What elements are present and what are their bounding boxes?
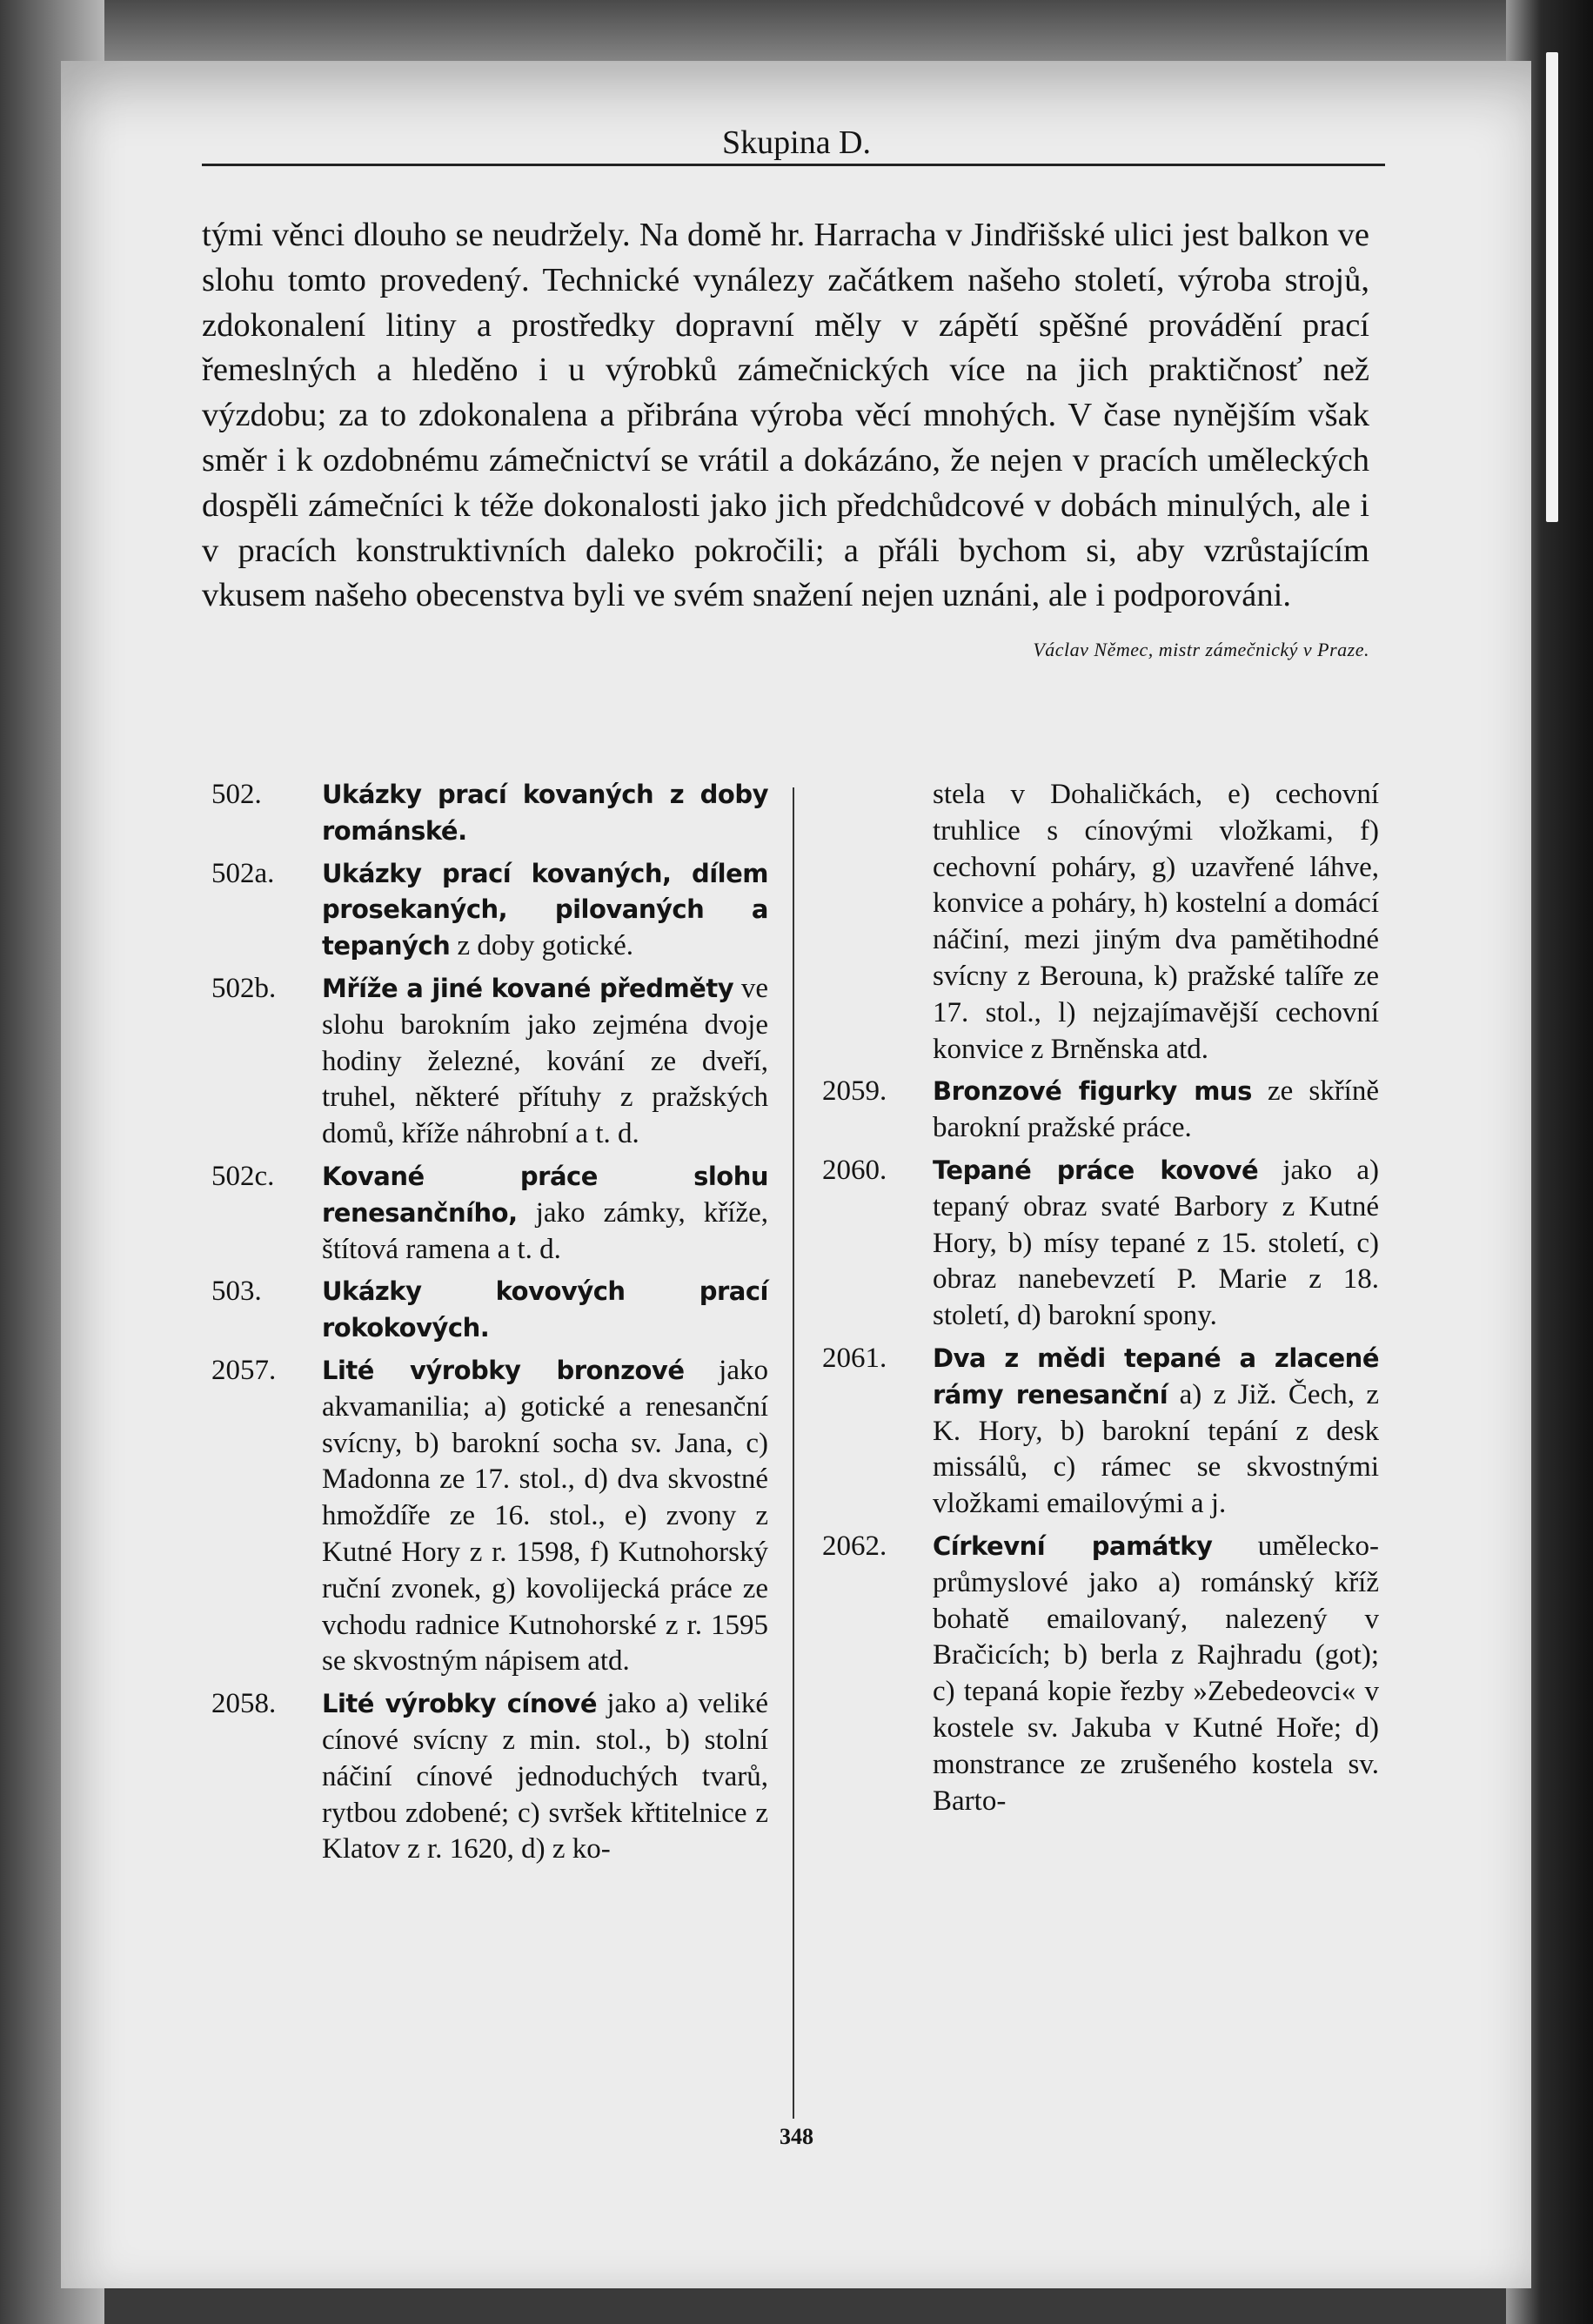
entry-continuation: stela v Dohaličkách, e) cechovní truhlice s cínovými vložkami, f) cechovní poháry, g) uzavřené láhve, konvice a poháry, h) kostelní a domácí náčiní, mezi jiným dva pamětihodné svícny z Berouna, k) pražské talíře ze 17. stol., l) nejzajímavější cechovní konvice z Brněnska atd.: [933, 779, 1379, 1065]
entry-text: jako zámky, kříže, štítová ramena a t. d.: [322, 1196, 768, 1265]
entry-text: umělecko-průmyslové jako a) románský kříž bohatě emailovaný, nalezený v Bračicích; b) berla z Rajhradu (got); c) tepaná kopie řezby »Zebedeovci« v kostele sv. Jakuba v Kutné Hoře; d) monstrance ze zrušeného kostela sv. Barto-: [933, 1530, 1379, 1817]
entry-number: 2057.: [211, 1354, 277, 1386]
page-number: 348: [780, 2124, 813, 2149]
column-divider: [793, 787, 794, 2119]
catalog-entry: [822, 1074, 1379, 1147]
catalog-entry: [211, 1274, 768, 1347]
entry-number: 502b.: [211, 972, 277, 1004]
entry-title: Mříže a jiné kované předměty: [322, 973, 734, 1003]
entry-number: 503.: [211, 1276, 262, 1308]
book-spine-highlight: [1546, 52, 1558, 522]
entry-title: Ukázky kovových prací rokokových.: [322, 1276, 768, 1343]
entry-title: Lité výrobky bronzové: [322, 1355, 685, 1385]
catalog-entry: [211, 777, 768, 850]
entry-number: 2058.: [211, 1688, 277, 1720]
entry-title: Ukázky prací kovaných z doby románské.: [322, 780, 768, 846]
entry-text: ve slohu barokním jako zejména dvoje hodiny železné, kování ze dveří, truhel, některé přítuhy z pražských domů, kříže náhrobní a t. d.: [322, 972, 769, 1150]
entry-number: 2062.: [822, 1530, 887, 1562]
entry-number: 2059.: [822, 1075, 887, 1108]
author-signature: Václav Němec, mistr zámečnický v Praze.: [1033, 639, 1369, 661]
entry-title: Ukázky prací kovaných, dílem prosekaných, pilovaných a tepaných: [322, 858, 768, 961]
entry-number: 502.: [211, 779, 262, 810]
entry-title: Kované práce slohu renesančního,: [322, 1161, 768, 1228]
catalog-entry: [822, 1341, 1379, 1523]
page-header-title: Skupina D.: [722, 124, 871, 161]
catalog-entry: [822, 1153, 1379, 1335]
header-rule: [202, 164, 1385, 166]
intro-text: tými věnci dlouho se neudržely. Na domě hr. Harracha v Jindřišské ulici jest balkon ve slohu tomto provedený. Technické vynálezy začátkem našeho století, výroba strojů, zdokonalení litiny a prostředky dopravní měly v zápětí spěšné provádění prací řemeslných a hleděno i u výrobků zámečnických více na jich praktičnosť než výzdobu; za to zdokonalena a přibrána výroba věcí mnohých. V čase nynějším však směr i k ozdobnému zámečnictví se vrátil a dokázáno, že nejen v pracích uměleckých dospěli zámečníci k téže dokonalosti jako jich předchůdcové v dobách minulých, ale i v pracích konstruktivních daleko pokročili; a přáli bychom si, aby vzrůstajícím vkusem našeho obecenstva byli ve svém snažení nejen uznáni, ale i podporováni.: [202, 217, 1369, 614]
entry-text: jako a) tepaný obraz svaté Barbory z Kutné Hory, b) mísy tepané z 15. století, c) obraz nanebevzetí P. Marie z 18. století, d) barokní spony.: [933, 1154, 1380, 1332]
catalog-entry: [211, 1353, 768, 1680]
entry-number: 502a.: [211, 857, 275, 889]
entry-text: ze skříně barokní pražské práce.: [933, 1075, 1379, 1144]
catalog-entry: [211, 1159, 768, 1268]
entry-title: Církevní památky: [933, 1530, 1213, 1561]
entry-title: Dva z mědi tepané a zlacené rámy renesanční: [933, 1343, 1379, 1410]
entry-title: Lité výrobky cínové: [322, 1689, 597, 1719]
entry-text: jako akvamanilia; a) gotické a renesanční svícny, b) barokní socha sv. Jana, c) Madonna ze 17. stol., d) dva skvostné hmoždíře ze 16. stol., e) zvony z Kutné Hory z r. 1598, f) Kutnohorský ruční zvonek, g) kovolijecká práce ze vchodu radnice Kutnohorské z r. 1595 se skvostným nápisem atd.: [322, 1354, 768, 1678]
catalog-entry: [211, 856, 768, 965]
catalog-entry: [211, 1686, 768, 1868]
entry-text: a) z Již. Čech, z K. Hory, b) barokní tepání z desk missálů, c) rámec se skvostnými vložkami emailovými a j.: [933, 1378, 1379, 1520]
entry-title: Tepané práce kovové: [933, 1155, 1259, 1185]
entry-number: 2060.: [822, 1154, 887, 1186]
catalog-entry: [822, 1529, 1379, 1819]
intro-paragraph: [202, 213, 1369, 673]
left-column: [211, 777, 768, 1874]
catalog-entry: [211, 971, 768, 1153]
entry-title: Bronzové figurky mus: [933, 1076, 1252, 1107]
entry-number: 502c.: [211, 1160, 275, 1192]
right-column: [822, 777, 1379, 1825]
entry-text: jako a) veliké cínové svícny z min. stol., b) stolní náčiní cínové jednoduchých tvarů, rytbou zdobené; c) svršek křtitelnice z Klatov z r. 1620, d) z ko-: [322, 1688, 768, 1865]
entry-number: 2061.: [822, 1342, 887, 1374]
entry-text: z doby gotické.: [457, 930, 634, 962]
